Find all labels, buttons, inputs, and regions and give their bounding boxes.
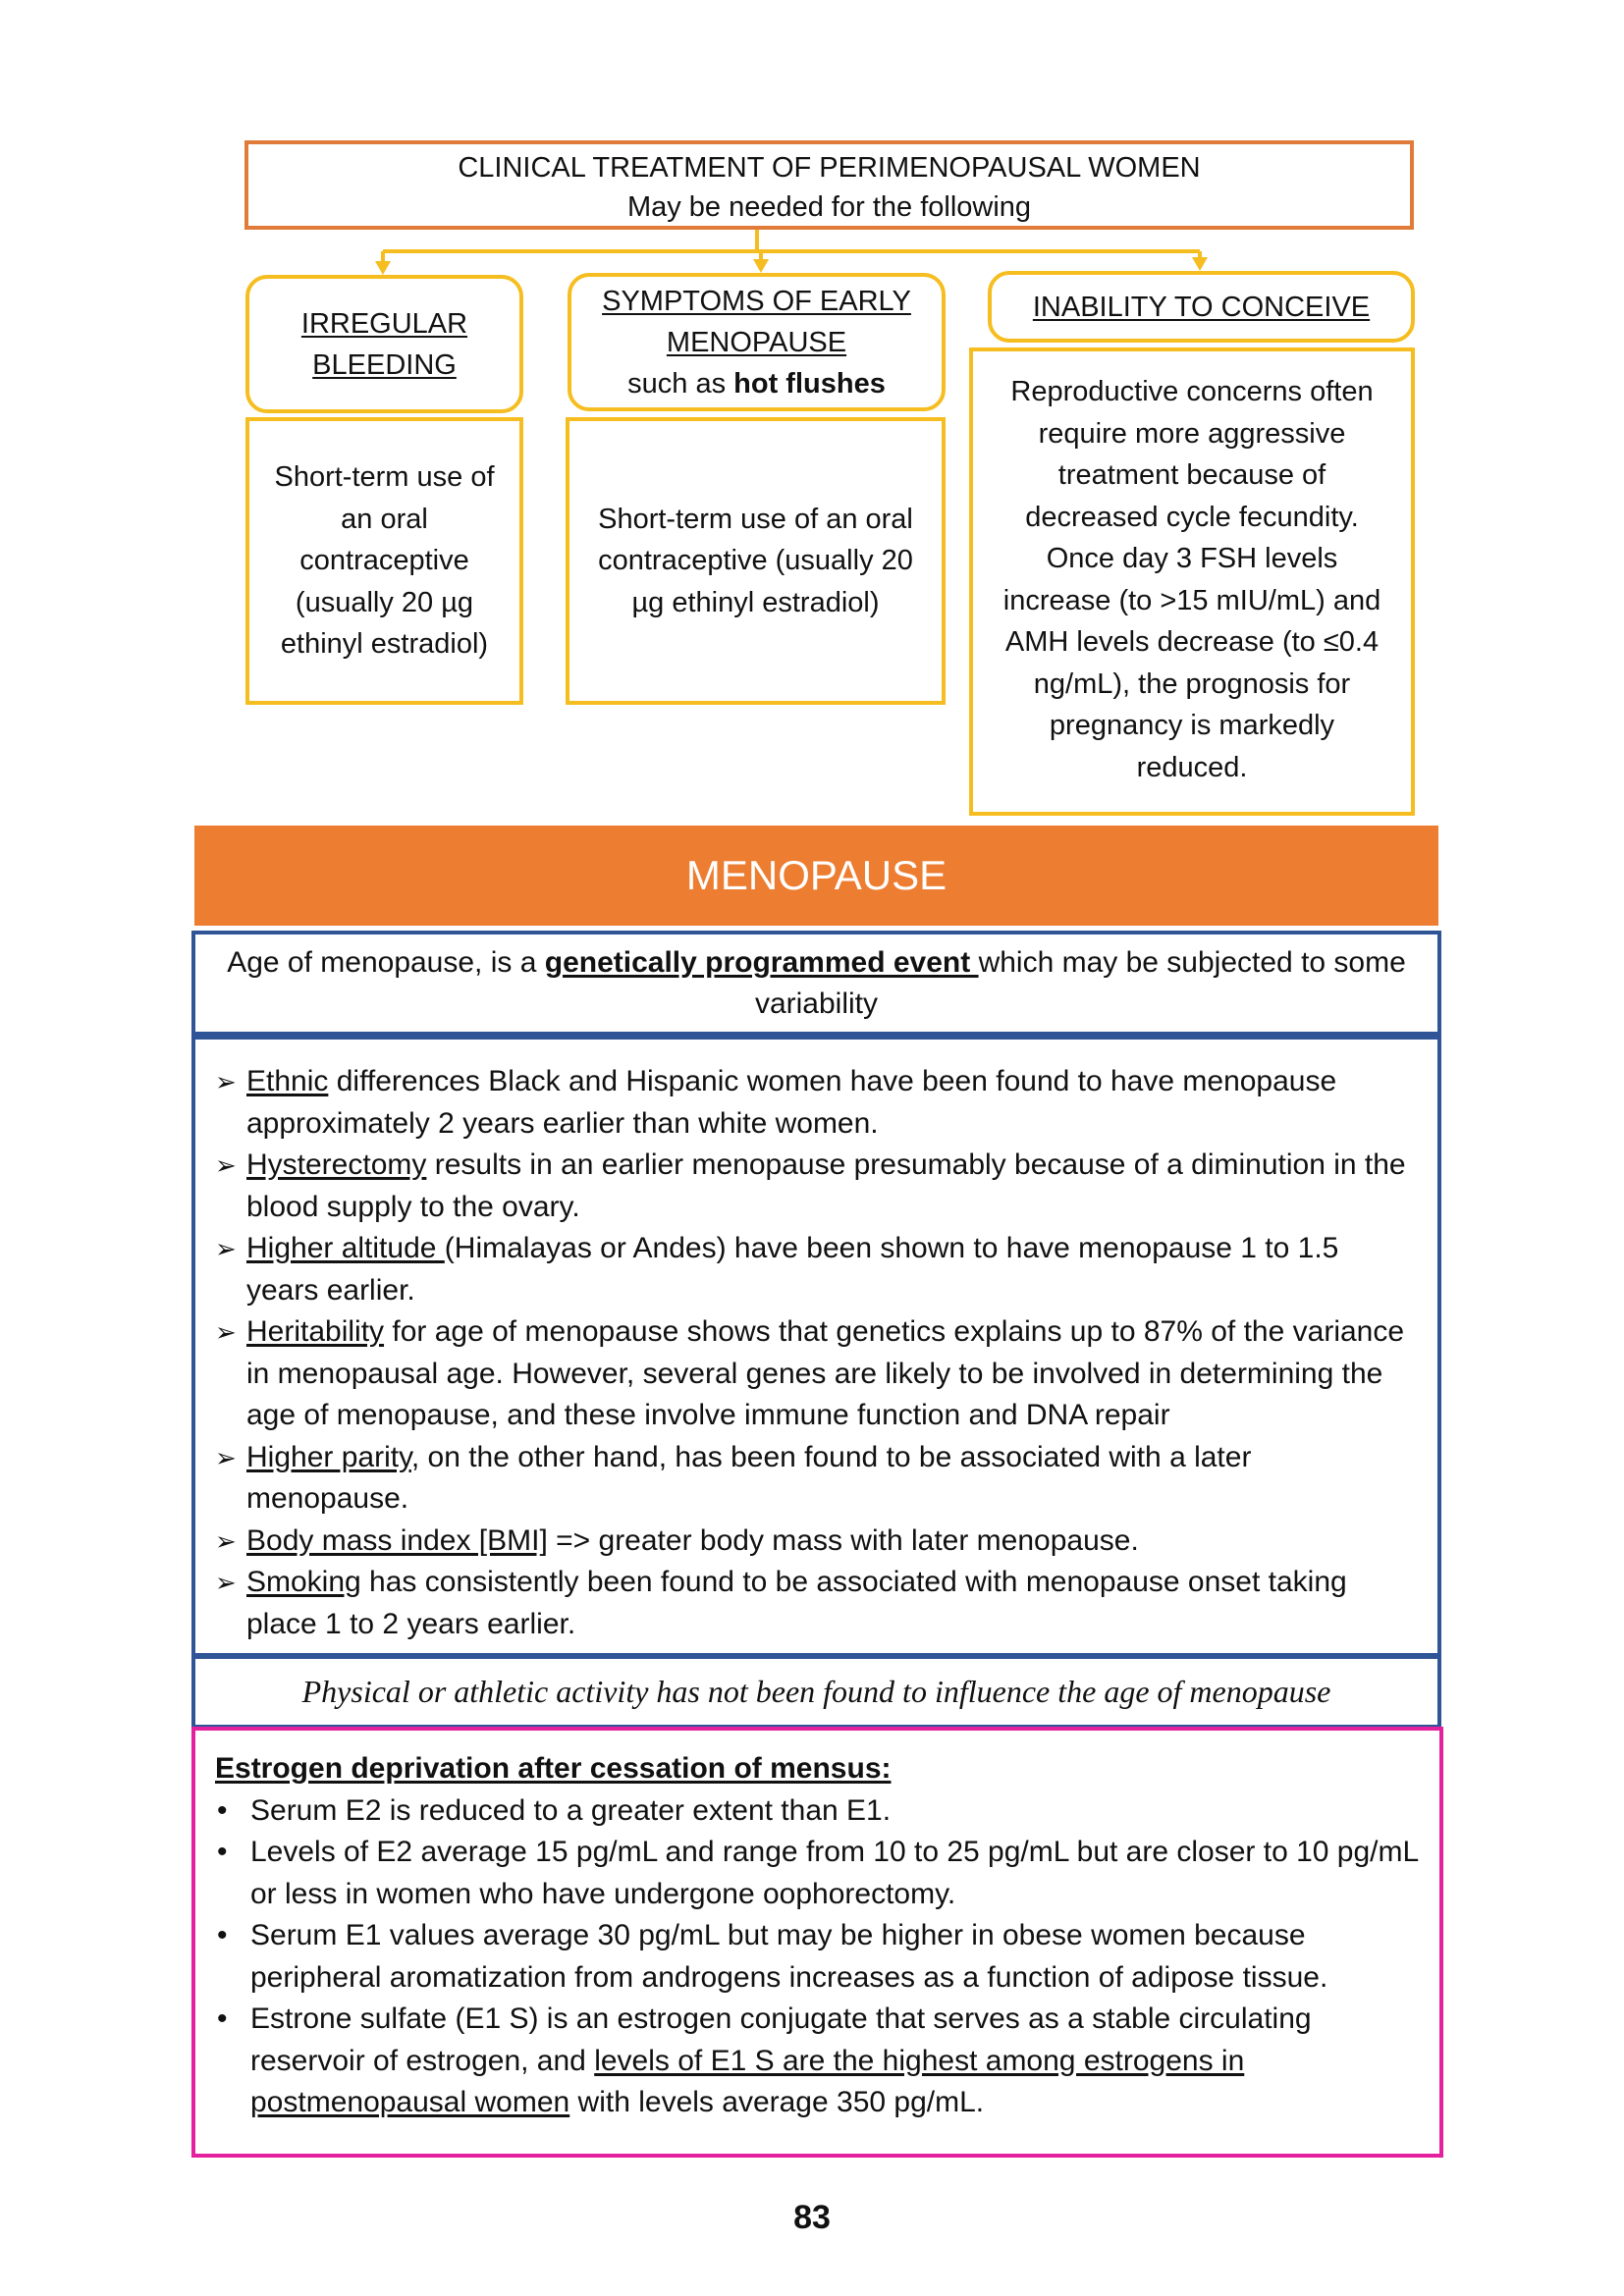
branch-body-line: Short-term use of an oral [598,503,913,535]
branch-body-line: (usually 20 µg [295,586,474,618]
arrow-bullet-icon: ➢ [215,1525,237,1556]
branch-body-line: ng/mL), the prognosis for [1033,667,1351,700]
branch-body-line: Short-term use of [274,461,495,494]
factor-term: Smoking [246,1566,361,1598]
factor-term: Hysterectomy [246,1148,427,1181]
arrow-bullet-icon: ➢ [215,1234,237,1263]
factor-text: has consistently been found to be associated with menopause onset taking place 1 to 2 years earlier. [246,1566,1347,1640]
branch-heading-line: INABILITY TO CONCEIVE [1032,291,1371,323]
estrogen-item-text: Levels of E2 average 15 pg/mL and range from 10 to 25 pg/mL but are closer to 10 pg/mL or less in women who have undergone oophorectomy. [250,1836,1419,1910]
factor-text: , on the other hand, has been found to be associated with a later menopause. [246,1440,1252,1515]
arrow-bullet-icon: ➢ [215,1568,237,1597]
bullet-icon: • [217,1793,228,1827]
factor-item [215,1521,1418,1563]
estrogen-item-emphasis: levels of E1 S are the highest among estrogens in postmenopausal women [250,2044,1245,2118]
factor-text: results in an earlier menopause presumably because of a diminution in the blood supply to the ovary. [246,1148,1406,1223]
factor-term: Higher parity [246,1440,411,1473]
branch-body-line: an oral [341,503,428,535]
estrogen-item [215,1832,1420,1915]
section-banner [194,826,1438,926]
estrogen-box [191,1727,1443,2158]
branch-heading-line: IRREGULAR [300,307,468,340]
factor-text: => greater body mass with later menopause. [547,1523,1139,1557]
arrow-down-icon [753,259,769,273]
section-title: MENOPAUSE [685,852,947,898]
branch-body-line: µg ethinyl estradiol) [631,586,880,618]
flowchart-subtitle: May be needed for the following [626,191,1032,223]
estrogen-list [215,1790,1420,2124]
flowchart-title: CLINICAL TREATMENT OF PERIMENOPAUSAL WOMEN [458,152,1201,184]
factors-box [191,1036,1441,1657]
arrow-bullet-icon: ➢ [215,1442,237,1472]
factor-text: differences Black and Hispanic women have been found to have menopause approximately 2 years earlier than white women. [246,1065,1337,1140]
factor-term: Higher altitude [246,1232,445,1264]
arrow-bullet-icon: ➢ [215,1150,237,1180]
arrow-down-icon [1192,257,1208,271]
branch-body-line: increase (to >15 mIU/mL) and [1002,584,1381,616]
factor-item [215,1311,1418,1437]
intro-box [191,931,1441,1036]
factor-item [215,1145,1418,1228]
estrogen-item [215,1999,1420,2124]
branch-body-early-menopause [566,417,946,705]
branch-body-line: Reproductive concerns often [1010,376,1374,407]
branch-body-line: Once day 3 FSH levels [1046,543,1338,574]
factor-list [215,1061,1418,1645]
branch-body-line: contraceptive [299,545,469,577]
branch-body-line: contraceptive (usually 20 [598,545,913,577]
branch-heading-emphasis: hot flushes [733,367,886,400]
factor-item [215,1061,1418,1145]
branch-body-line: require more aggressive [1038,417,1346,450]
bullet-icon: • [217,1836,228,1868]
factor-term: Ethnic [246,1065,329,1097]
estrogen-item-text: Serum E1 values average 30 pg/mL but may be higher in obese women because peripheral aromatization from androgens increases as a function of adipose tissue. [250,1919,1328,1994]
estrogen-item [215,1790,1420,1833]
arrow-bullet-icon: ➢ [215,1317,237,1347]
note-text: Physical or athletic activity has not been found to influence the age of menopause [301,1674,1331,1709]
arrow-bullet-icon: ➢ [215,1067,237,1096]
estrogen-item-text: Estrone sulfate (E1 S) is an estrogen conjugate that serves as a stable circulating reservoir of estrogen, and [250,2002,1312,2077]
intro-text: Age of menopause, is a [227,946,545,979]
page-number: 83 [793,2199,831,2236]
factor-text: for age of menopause shows that genetics explains up to 87% of the variance in menopausal age. However, several genes are likely to be involved in determining the age of menopause, and these involve immune function and DNA repair [246,1315,1405,1431]
estrogen-item-text: Serum E2 is reduced to a greater extent than E1. [250,1793,892,1827]
intro-emphasis: genetically programmed event [544,946,979,979]
branch-body-line: reduced. [1136,751,1248,783]
flowchart-title-box [244,140,1414,230]
factor-item [215,1437,1418,1521]
factor-term: Body mass index [BMI] [246,1523,548,1557]
arrow-down-icon [375,261,391,275]
factor-text: (Himalayas or Andes) have been shown to have menopause 1 to 1.5 years earlier. [246,1232,1339,1307]
bullet-icon: • [217,1919,228,1951]
bullet-icon: • [217,2002,228,2035]
factor-item [215,1562,1418,1645]
branch-heading-line: MENOPAUSE [666,326,847,358]
branch-heading-suffix: such as [627,367,734,400]
branch-heading-inability-to-conceive [988,271,1415,343]
intro-text: which may be subjected to some variability [754,946,1406,1020]
estrogen-item-text: with levels average 350 pg/mL. [569,2086,985,2118]
branch-body-line: decreased cycle fecundity. [1025,501,1359,533]
branch-body-irregular-bleeding [245,417,523,705]
branch-heading-early-menopause [568,273,946,411]
branch-body-line: treatment because of [1057,459,1326,491]
branch-heading-irregular-bleeding [245,275,523,413]
estrogen-heading: Estrogen deprivation after cessation of mensus: [215,1752,892,1785]
factor-item [215,1228,1418,1311]
factor-term: Heritability [246,1315,385,1348]
branch-body-inability-to-conceive [969,347,1415,816]
branch-heading-line: SYMPTOMS OF EARLY [602,285,911,317]
branch-body-line: AMH levels decrease (to ≤0.4 [1004,626,1380,658]
branch-heading-line: BLEEDING [312,348,457,381]
note-box [191,1655,1441,1729]
estrogen-item [215,1915,1420,1999]
branch-body-line: ethinyl estradiol) [280,628,489,661]
branch-body-line: pregnancy is markedly [1049,710,1335,741]
